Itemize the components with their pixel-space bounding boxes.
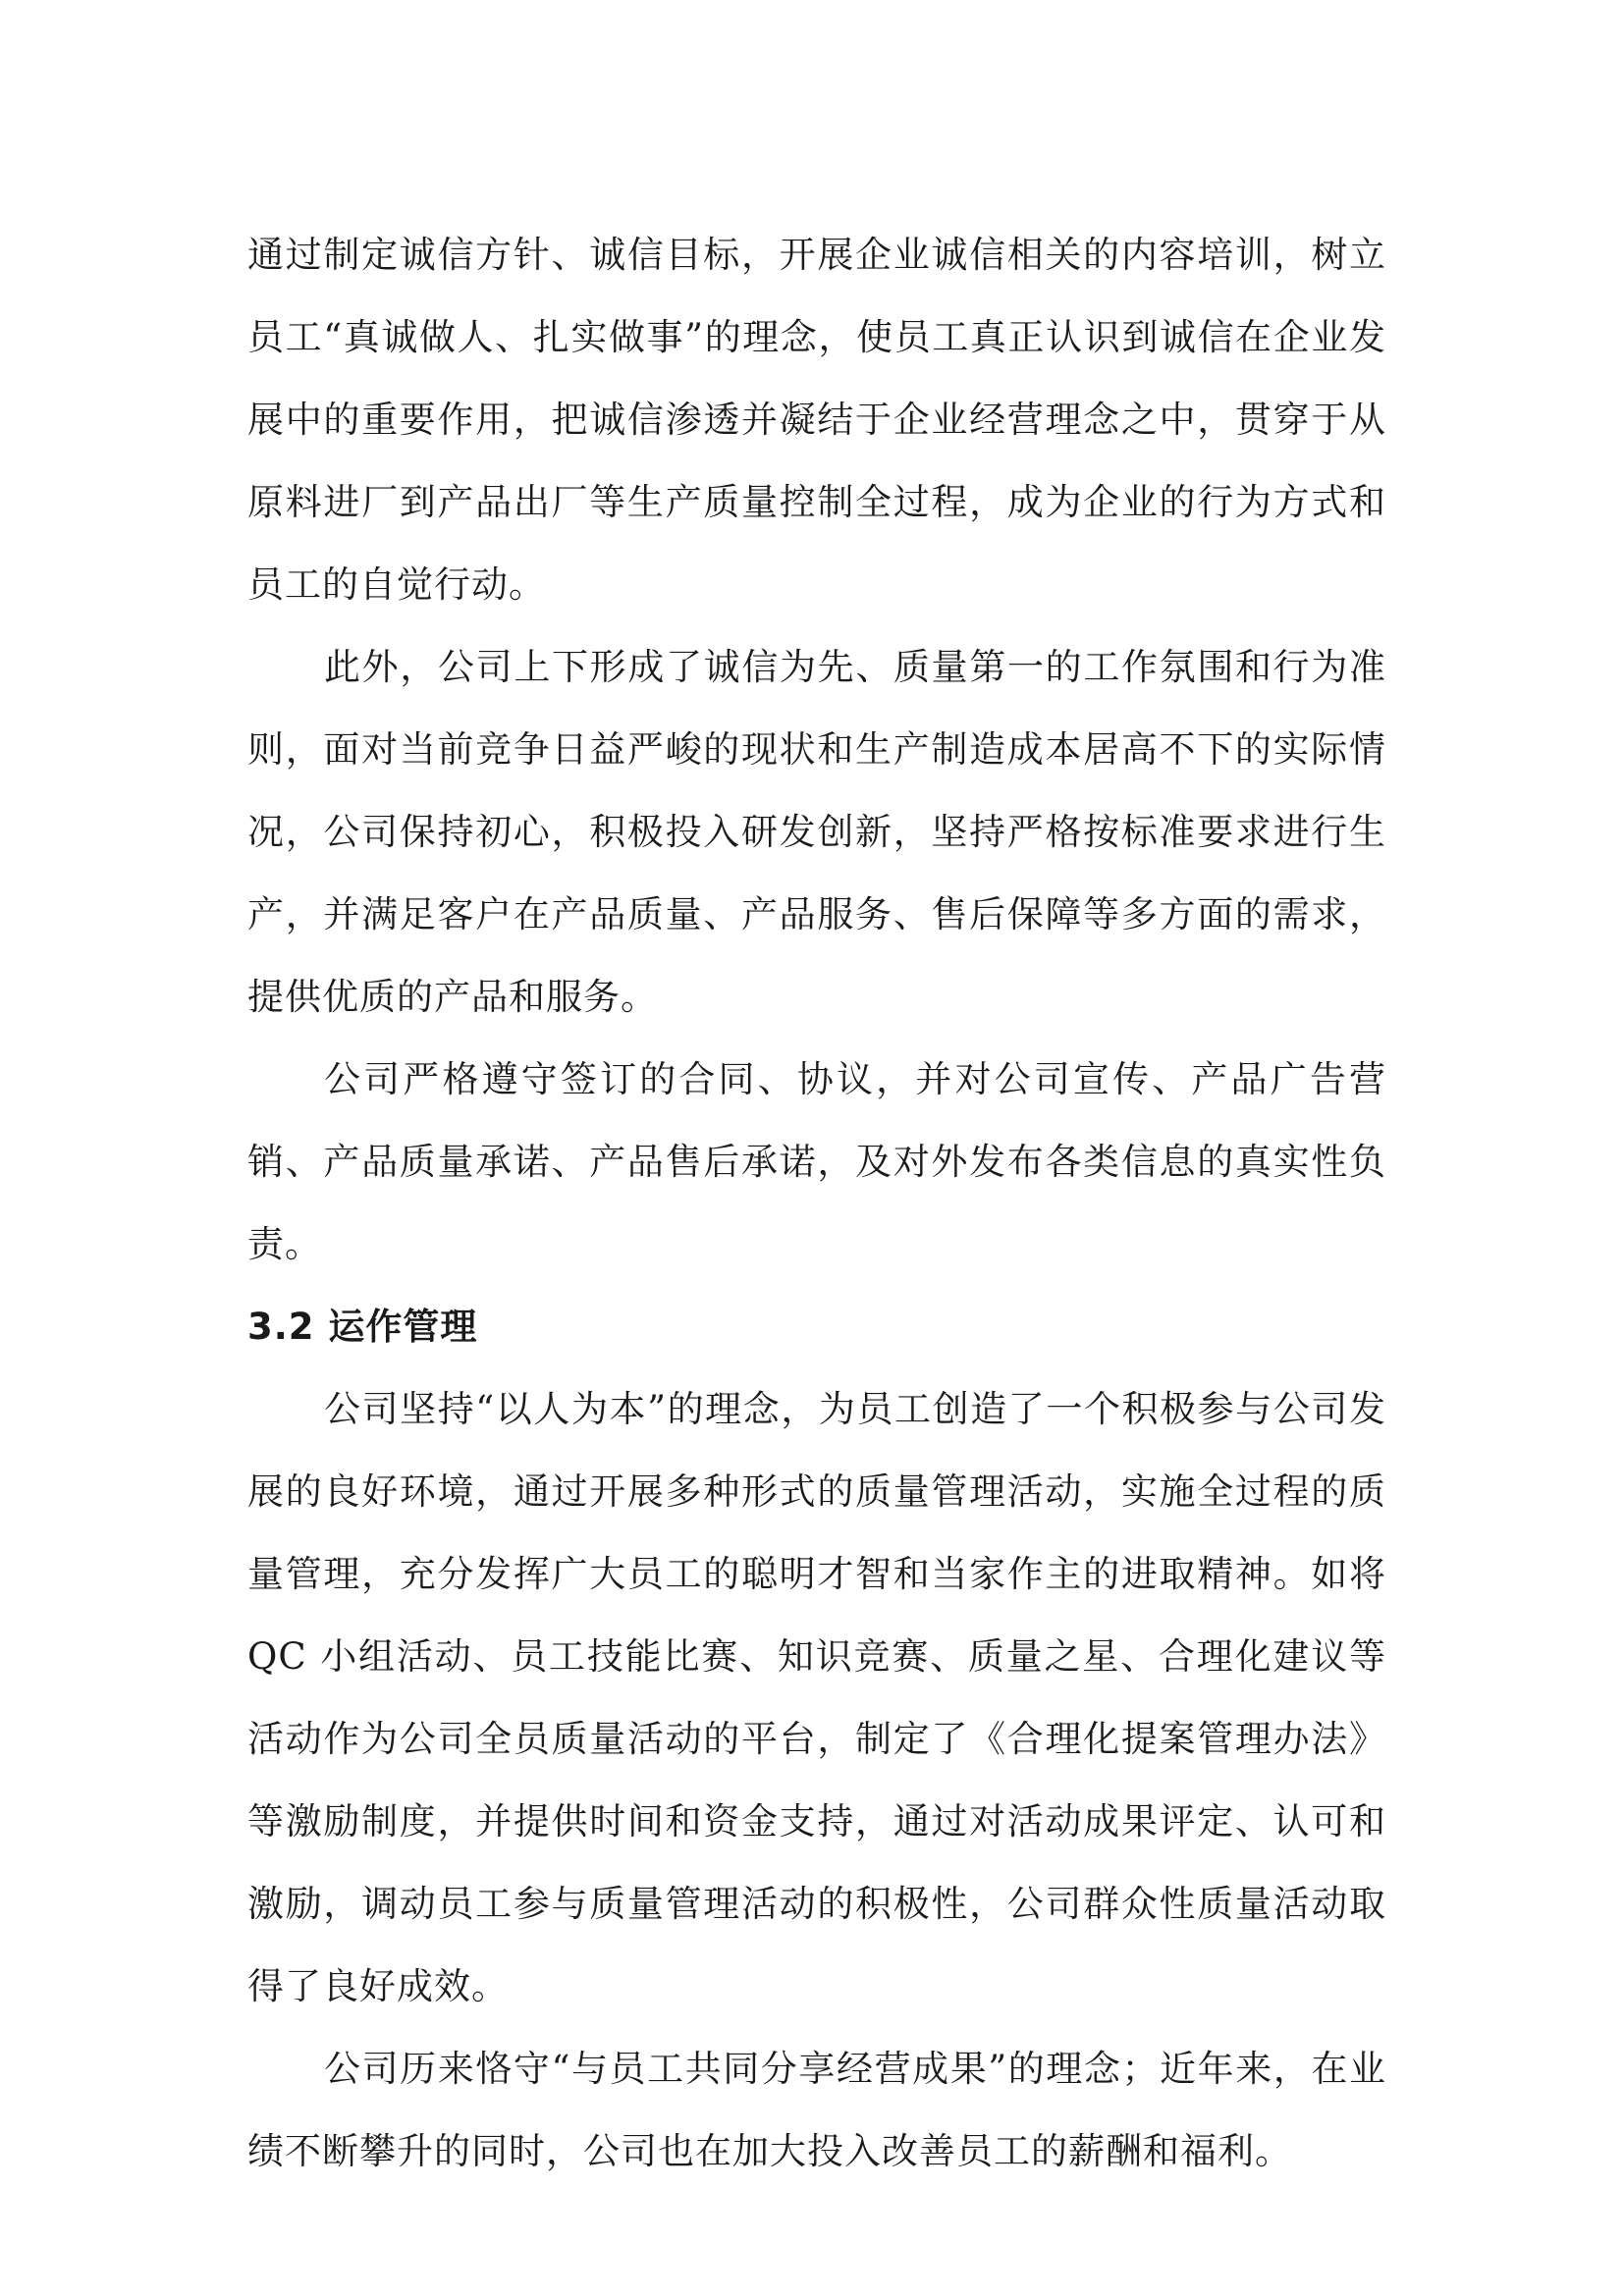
paragraph-quality-first: 此外，公司上下形成了诚信为先、质量第一的工作氛围和行为准则，面对当前竞争日益严峻的现状和生产制造成本居高不下的实际情况，公司保持初心，积极投入研发创新，坚持严格按标准要求进行生产，并满足客户在产品质量、产品服务、售后保障等多方面的需求，提供优质的产品和服务。 — [247, 646, 1386, 1018]
paragraph-people-oriented: 公司坚持“以人为本”的理念，为员工创造了一个积极参与公司发展的良好环境，通过开展多种形式的质量管理活动，实施全过程的质量管理，充分发挥广大员工的聪明才智和当家作主的进取精神。如将 QC 小组活动、员工技能比赛、知识竞赛、质量之星、合理化建议等活动作为公司全员质量活动的平台，制定了《合理化提案管理办法》等激励制度，并提供时间和资金支持，通过对活动成果评定、认可和激励，调动员工参与质量管理活动的积极性，公司群众性质量活动取得了良好成效。 — [247, 1388, 1386, 2007]
paragraph-shared-results: 公司历来恪守“与员工共同分享经营成果”的理念；近年来，在业绩不断攀升的同时，公司也在加大投入改善员工的薪酬和福利。 — [247, 2048, 1386, 2172]
paragraph-integrity-policy: 通过制定诚信方针、诚信目标，开展企业诚信相关的内容培训，树立员工“真诚做人、扎实做事”的理念，使员工真正认识到诚信在企业发展中的重要作用，把诚信渗透并凝结于企业经营理念之中，贯穿于从原料进厂到产品出厂等生产质量控制全过程，成为企业的行为方式和员工的自觉行动。 — [247, 234, 1386, 606]
section-heading-operation-management: 3.2 运作管理 — [247, 1306, 478, 1348]
page-content — [247, 214, 1386, 2193]
paragraph-contract-compliance: 公司严格遵守签订的合同、协议，并对公司宣传、产品广告营销、产品质量承诺、产品售后承诺，及对外发布各类信息的真实性负责。 — [247, 1058, 1386, 1265]
